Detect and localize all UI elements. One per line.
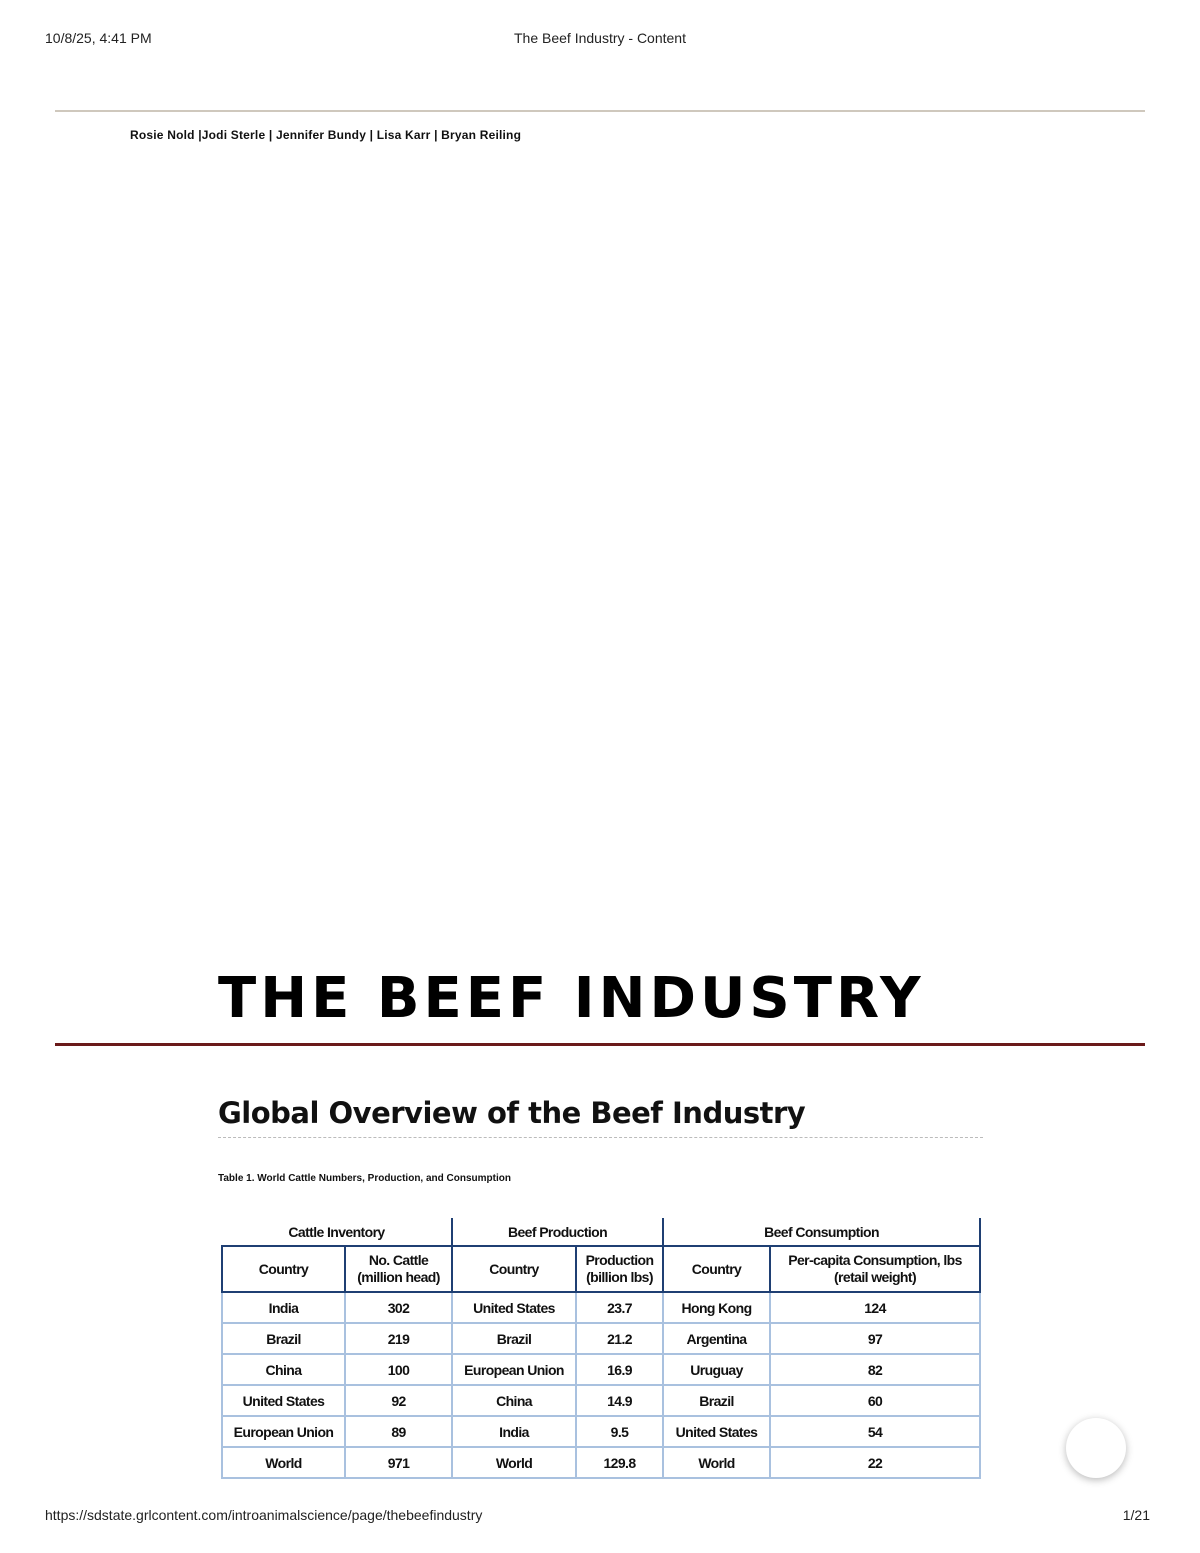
author-list: Rosie Nold |Jodi Sterle | Jennifer Bundy | Lisa Karr | Bryan Reiling (130, 128, 522, 142)
title-divider (55, 1043, 1145, 1046)
print-datetime: 10/8/25, 4:41 PM (45, 30, 152, 46)
page-number: 1/21 (1122, 1507, 1150, 1523)
table-cell: Brazil (452, 1323, 576, 1354)
table-cell: 21.2 (576, 1323, 663, 1354)
column-header-production: Production (billion lbs) (576, 1246, 663, 1292)
table-row (222, 1323, 980, 1354)
table-cell: Brazil (222, 1323, 345, 1354)
table-cell: 97 (770, 1323, 980, 1354)
floating-action-button[interactable] (1066, 1418, 1126, 1478)
table-cell: 22 (770, 1447, 980, 1478)
print-header (45, 30, 1155, 50)
table-cell: China (222, 1354, 345, 1385)
column-header-country: Country (222, 1246, 345, 1292)
table-cell: 100 (345, 1354, 452, 1385)
section-divider (218, 1137, 983, 1138)
page-url: https://sdstate.grlcontent.com/introanimalscience/page/thebeefindustry (45, 1507, 483, 1523)
table-row (222, 1354, 980, 1385)
table-cell: 14.9 (576, 1385, 663, 1416)
column-header-per-capita-consumption: Per-capita Consumption, lbs (retail weight) (770, 1246, 980, 1292)
table-row (222, 1292, 980, 1323)
table-cell: 82 (770, 1354, 980, 1385)
table-column-header-row (222, 1246, 980, 1292)
table-cell: Brazil (663, 1385, 770, 1416)
table-cell: European Union (452, 1354, 576, 1385)
table-cell: European Union (222, 1416, 345, 1447)
table-row (222, 1385, 980, 1416)
group-header-beef-consumption: Beef Consumption (663, 1218, 980, 1246)
print-doc-title: The Beef Industry - Content (514, 30, 686, 46)
column-header-country: Country (452, 1246, 576, 1292)
table-cell: 124 (770, 1292, 980, 1323)
table-cell: 60 (770, 1385, 980, 1416)
table-cell: India (222, 1292, 345, 1323)
table-cell: United States (452, 1292, 576, 1323)
table-cell: Uruguay (663, 1354, 770, 1385)
table-cell: 129.8 (576, 1447, 663, 1478)
table-cell: United States (663, 1416, 770, 1447)
group-header-cattle-inventory: Cattle Inventory (222, 1218, 452, 1246)
table-cell: 92 (345, 1385, 452, 1416)
cattle-data-table (221, 1218, 981, 1479)
table-cell: 971 (345, 1447, 452, 1478)
group-header-beef-production: Beef Production (452, 1218, 663, 1246)
column-header-no-cattle: No. Cattle (million head) (345, 1246, 452, 1292)
table-cell: India (452, 1416, 576, 1447)
table-cell: 9.5 (576, 1416, 663, 1447)
table-cell: World (452, 1447, 576, 1478)
table-cell: Hong Kong (663, 1292, 770, 1323)
table-group-header-row (222, 1218, 980, 1246)
table-cell: World (663, 1447, 770, 1478)
table-row (222, 1447, 980, 1478)
table-cell: World (222, 1447, 345, 1478)
column-header-country: Country (663, 1246, 770, 1292)
page-title: THE BEEF INDUSTRY (218, 966, 925, 1031)
table-cell: 54 (770, 1416, 980, 1447)
table-cell: United States (222, 1385, 345, 1416)
table-cell: 302 (345, 1292, 452, 1323)
top-divider (55, 110, 1145, 112)
table-cell: 89 (345, 1416, 452, 1447)
table-caption: Table 1. World Cattle Numbers, Production, and Consumption (218, 1173, 511, 1184)
table-cell: China (452, 1385, 576, 1416)
table-cell: 219 (345, 1323, 452, 1354)
table-cell: 23.7 (576, 1292, 663, 1323)
section-heading: Global Overview of the Beef Industry (218, 1096, 806, 1130)
table-row (222, 1416, 980, 1447)
table-cell: Argentina (663, 1323, 770, 1354)
print-footer (45, 1507, 1150, 1527)
table-cell: 16.9 (576, 1354, 663, 1385)
